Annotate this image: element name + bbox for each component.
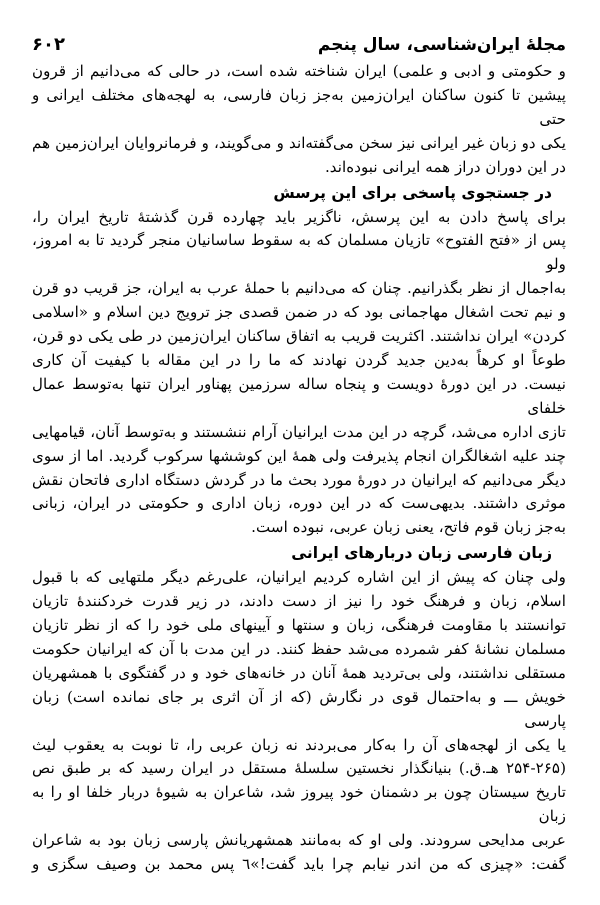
running-head	[32, 30, 566, 60]
text-line: عربی مدایحی سرودند. ولی او که به‌مانند همشهریانش پارسی زبان بود به شاعران	[32, 831, 566, 850]
text-line: نیست. در این دورهٔ دویست و پنجاه ساله سرزمین پهناور ایران تنها به‌توسط عمال خلفای	[32, 374, 566, 417]
text-line: مستقلی نداشتند، ولی بی‌تردید همهٔ آنان در خانه‌های خود و در گفتگوی با همشهریان	[32, 663, 566, 682]
text-line: توانستند با مقاومت فرهنگی، زبان و سنتها و آیینهای ملی خود را که از نظر تازیان	[32, 616, 566, 635]
section-heading-persian-courts: زبان فارسی زبان دربارهای ایرانی	[291, 544, 552, 563]
text-line: در این دوران دراز همه ایرانی نبوده‌اند.	[324, 157, 566, 176]
paragraph-intro	[32, 60, 566, 180]
text-line: یا یکی از لهجه‌های آن را به‌کار می‌بردند نه زبان عربی را، تا نوبت به یعقوب لیث	[32, 735, 566, 754]
text-line: برای پاسخ دادن به این پرسش، ناگزیر باید چهارده قرن گذشتهٔ تاریخ ایران را،	[32, 207, 566, 226]
text-line: و حکومتی و ادبی و علمی) ایران شناخته شده است، در حالی که می‌دانیم از قرون	[32, 62, 566, 80]
text-line: (۲۵۴-۲۶۵ هـ.ق.) بنیانگذار نخستین سلسلهٔ مستقل در ایران رسید که بر طبق نص	[32, 759, 566, 778]
running-head-title: مجلهٔ ایران‌شناسی، سال پنجم	[317, 35, 566, 55]
text-line: ولی چنان که پیش از این اشاره کردیم ایرانیان، علی‌رغم دیگر ملتهایی که با قبول	[32, 568, 566, 587]
text-line: چند علیه اشغالگران انجام پذیرفت ولی همهٔ این کوششها سرکوب گردید. اما از سوی	[32, 446, 566, 465]
text-line: به‌اجمال از نظر بگذرانیم. چنان که می‌دانیم با حملهٔ عرب به ایران، جز قریب دو قرن	[32, 279, 566, 298]
text-line: تازی اداره می‌شد، گرچه در این مدت ایرانیان آرام ننشستند و به‌توسط آنان، قیامهایی	[32, 422, 566, 441]
text-line: یکی دو زبان غیر ایرانی نیز سخن می‌گفته‌اند و می‌گویند، و فرمانروایان ایران‌زمین هم	[32, 133, 566, 152]
text-line: اسلام، زبان و فرهنگ خود را نیز از دست دادند، در زیر قدرت خردکنندهٔ تازیان	[32, 592, 566, 611]
paragraph-persian-language	[32, 566, 566, 877]
text-line: و نیم تحت اشغال مهاجمانی بود که در ضمن قصدی جز ترویج دین اسلام و «اسلامی	[32, 303, 566, 322]
text-line: پس از «فتح الفتوح» تازیان مسلمان که به سقوط ساسانیان منجر گردید تا به امروز، ولو	[32, 231, 566, 274]
paragraph-history	[32, 206, 566, 541]
text-line: طوعاً او کرهاً به‌دین جدید گردن نهادند که ما را در این مقاله با کیفیت آن کاری	[32, 350, 566, 369]
text-line: پیشین تا کنون ساکنان ایران‌زمین به‌جز زبان فارسی، به لهجه‌های مختلف ایرانی و حتی	[32, 85, 566, 128]
page-number: ۶۰۲	[32, 34, 65, 55]
text-line: موثری داشتند. بدیهی‌ست که در این دوره، زبان اداری و حکومتی در ایران، زبانی	[32, 494, 566, 513]
text-line: دیگر می‌دانیم که ایرانیان در دورهٔ مورد بحث ما در گردش دستگاه اداری فاتحان نقش	[32, 470, 566, 489]
section-heading-search: در جستجوی پاسخی برای این پرسش	[273, 183, 552, 202]
text-line: خویش ـــ و به‌احتمال قوی در نگارش (که از آن اثری بر جای نمانده است) زبان پارسی	[32, 687, 566, 730]
text-line: گفت: «چیزی که من اندر نیابم چرا باید گفت!»٦ پس محمد بن وصیف سگزی و	[32, 855, 566, 874]
text-line: به‌جز زبان قوم فاتح، یعنی زبان عربی، نبوده است.	[251, 518, 566, 537]
text-line: تاریخ سیستان چون بر دشمنان خود پیروز شد، شاعران به شیوهٔ دربار خلفا او را به زبان	[32, 783, 566, 826]
text-line: کردن» ایران نداشتند. اکثریت قریب به اتفاق ساکنان ایران‌زمین در طی یکی دو قرن،	[32, 327, 566, 346]
text-line: مسلمان نشانهٔ کفر شمرده می‌شد حفظ کنند. در این مدت با آن که ایرانیان حکومت	[32, 639, 566, 658]
